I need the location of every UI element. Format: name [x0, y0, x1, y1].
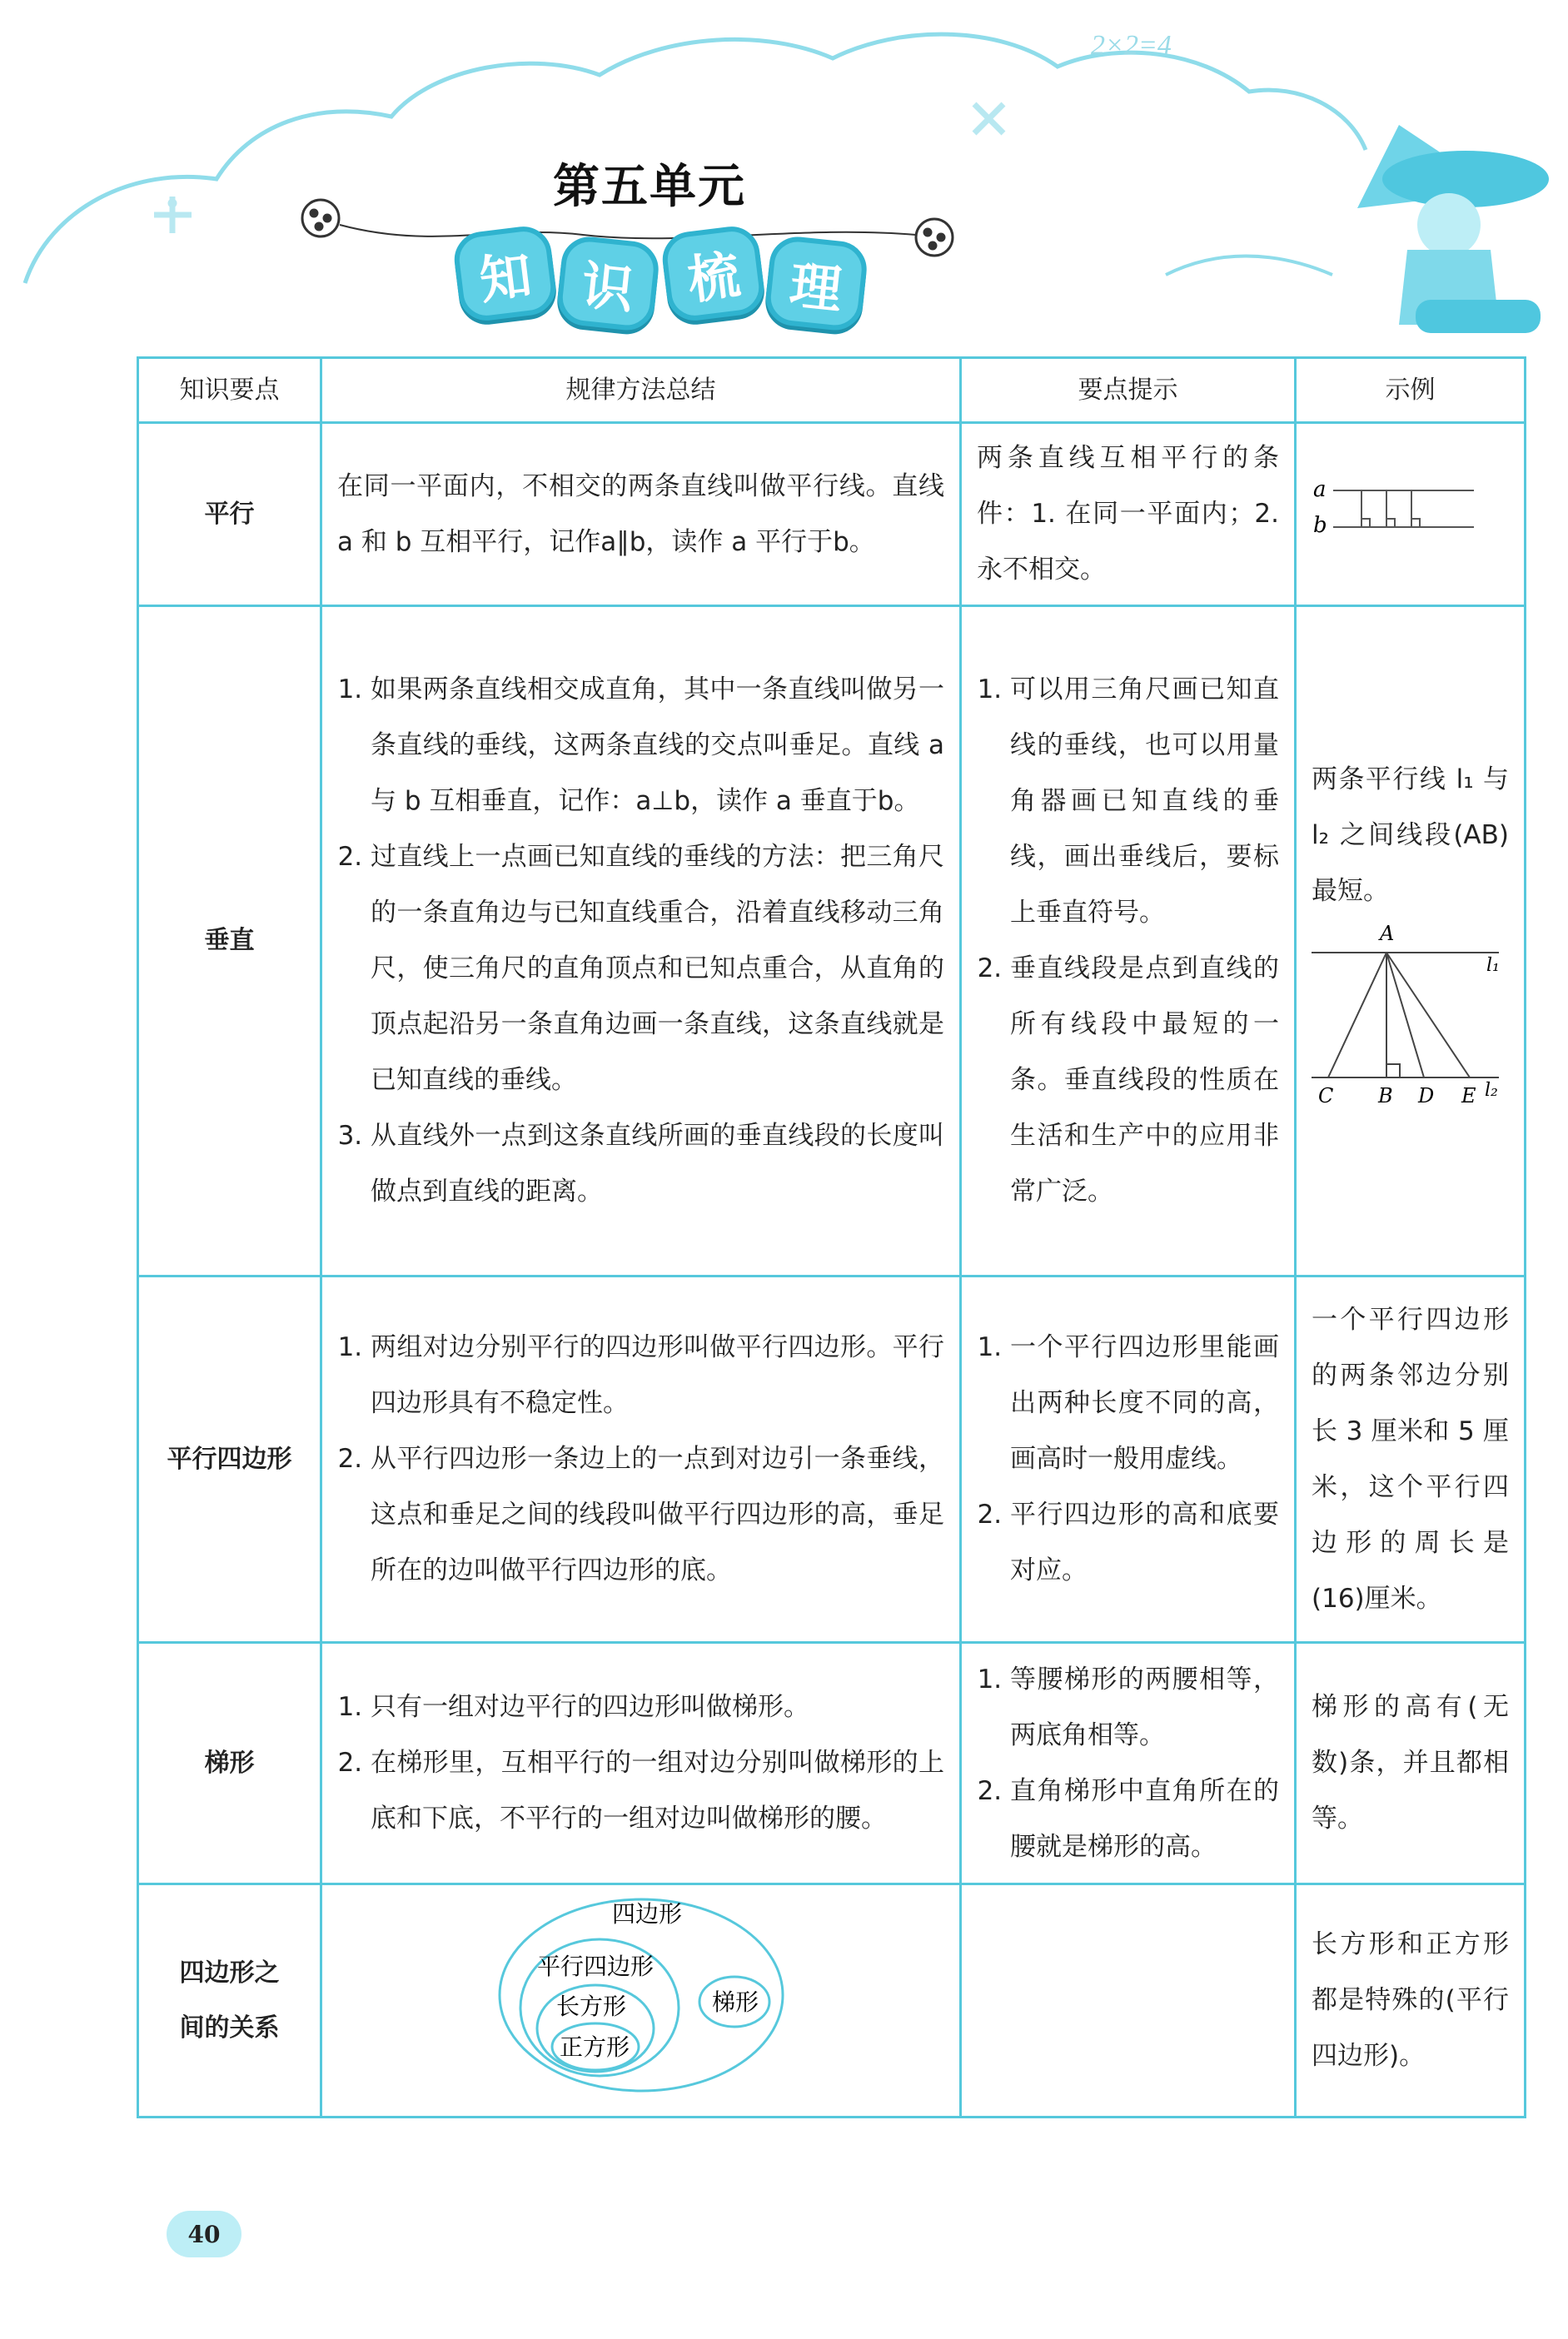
tip-quadrilateral-relation-empty	[961, 1884, 1296, 2118]
ladybug-right	[916, 219, 953, 256]
header-knowledge-point: 知识要点	[138, 358, 321, 423]
tip-parallelogram	[961, 1276, 1296, 1643]
page-number: 40	[167, 2211, 241, 2257]
label-a: a	[1313, 476, 1327, 502]
multiply-sign-doodle	[974, 104, 1003, 133]
tip-parallel: 两条直线互相平行的条件：1. 在同一平面内；2. 永不相交。	[961, 423, 1296, 606]
rule-perpendicular	[321, 606, 961, 1276]
parallel-lines-diagram	[1312, 467, 1478, 542]
list-item: 2. 从平行四边形一条边上的一点到对边引一条垂线，这点和垂足之间的线段叫做平行四边形的高，垂足所在的边叫做平行四边形的底。	[371, 1431, 944, 1599]
unit-title: 第五单元	[553, 159, 746, 214]
topic-quadrilateral-relation	[138, 1884, 321, 2118]
topic-parallel: 平行	[138, 423, 321, 606]
point-C-label: C	[1318, 1083, 1334, 1107]
topic-parallelogram: 平行四边形	[138, 1276, 321, 1643]
list-item: 2. 平行四边形的高和底要对应。	[1010, 1487, 1279, 1599]
topic-trapezoid: 梯形	[138, 1643, 321, 1884]
example-perpendicular	[1296, 606, 1526, 1276]
list-item: 1. 一个平行四边形里能画出两种长度不同的高，画高时一般用虚线。	[1010, 1320, 1279, 1487]
row-perpendicular	[138, 606, 1526, 1276]
rule-parallelogram	[321, 1276, 961, 1643]
row-trapezoid	[138, 1643, 1526, 1884]
venn-square-label: 正方形	[559, 2033, 630, 2061]
header-example: 示例	[1296, 358, 1526, 423]
witch-girl-illustration	[1357, 125, 1549, 333]
relation-venn-cell	[321, 1884, 961, 2118]
example-trapezoid: 梯形的高有(无数)条，并且都相等。	[1296, 1643, 1526, 1884]
venn-quadrilateral-label: 四边形	[611, 1899, 682, 1928]
line-l1-label: l₁	[1486, 954, 1500, 976]
point-D-label: D	[1418, 1083, 1435, 1107]
list-item: 2. 垂直线段是点到直线的所有线段中最短的一条。垂直线段的性质在生活和生产中的应用非常广泛。	[1010, 941, 1279, 1220]
example-text: 两条平行线 l₁ 与 l₂ 之间线段(AB)最短。	[1312, 764, 1509, 906]
tip-perpendicular	[961, 606, 1296, 1276]
topic-line: 四边形之	[179, 1958, 280, 1988]
topic-perpendicular: 垂直	[138, 606, 321, 1276]
shortest-segment-diagram	[1312, 919, 1511, 1111]
topic-line: 间的关系	[179, 2013, 280, 2043]
list-item: 1. 如果两条直线相交成直角，其中一条直线叫做另一条直线的垂线，这两条直线的交点叫垂足。直线 a 与 b 互相垂直，记作：a⊥b，读作 a 垂直于b。	[371, 662, 944, 829]
list-item: 2. 在梯形里，互相平行的一组对边分别叫做梯形的上底和下底，不平行的一组对边叫做梯形的腰。	[371, 1735, 944, 1847]
row-quadrilateral-relation	[138, 1884, 1526, 2118]
point-B-label: B	[1378, 1083, 1393, 1107]
point-E-label: E	[1461, 1083, 1476, 1107]
quadrilateral-venn-diagram	[491, 1887, 791, 2095]
knowledge-table	[137, 356, 1526, 2118]
list-item: 2. 直角梯形中直角所在的腰就是梯形的高。	[1010, 1764, 1279, 1875]
tip-trapezoid	[961, 1643, 1296, 1884]
venn-trapezoid-label: 梯形	[711, 1988, 759, 2016]
example-parallelogram: 一个平行四边形的两条邻边分别长 3 厘米和 5 厘米，这个平行四边形的周长是(16)厘米。	[1296, 1276, 1526, 1643]
list-item: 3. 从直线外一点到这条直线所画的垂直线段的长度叫做点到直线的距离。	[371, 1108, 944, 1220]
table-header-row	[138, 358, 1526, 423]
doodle-text: 2×2=4	[1091, 30, 1172, 61]
section-char-badge: 识	[555, 234, 661, 333]
list-item: 2. 过直线上一点画已知直线的垂线的方法：把三角尺的一条直角边与已知直线重合，沿着直线移动三角尺，使三角尺的直角顶点和已知点重合，从直角的顶点起沿另一条直角边画一条直线，这条直线就是已知直线的垂线。	[371, 829, 944, 1108]
section-char-badge: 梳	[660, 223, 767, 323]
rule-parallel: 在同一平面内，不相交的两条直线叫做平行线。直线 a 和 b 互相平行，记作a∥b，读作 a 平行于b。	[321, 423, 961, 606]
header-rule-summary: 规律方法总结	[321, 358, 961, 423]
rule-trapezoid	[321, 1643, 961, 1884]
venn-parallelogram-label: 平行四边形	[536, 1952, 654, 1980]
list-item: 1. 可以用三角尺画已知直线的垂线，也可以用量角器画已知直线的垂线，画出垂线后，要标上垂直符号。	[1010, 662, 1279, 941]
example-parallel	[1296, 423, 1526, 606]
label-b: b	[1313, 512, 1327, 538]
section-char-badge: 知	[451, 223, 559, 323]
section-title-badges	[456, 229, 866, 321]
point-A-label: A	[1380, 921, 1395, 945]
row-parallel	[138, 423, 1526, 606]
row-parallelogram	[138, 1276, 1526, 1643]
section-char-badge: 理	[763, 234, 869, 333]
line-l2-label: l₂	[1485, 1079, 1498, 1101]
list-item: 1. 两组对边分别平行的四边形叫做平行四边形。平行四边形具有不稳定性。	[371, 1320, 944, 1431]
header-key-tips: 要点提示	[961, 358, 1296, 423]
list-item: 1. 等腰梯形的两腰相等，两底角相等。	[1010, 1652, 1279, 1764]
venn-rectangle-label: 长方形	[555, 1992, 626, 2020]
example-quadrilateral-relation: 长方形和正方形都是特殊的(平行四边形)。	[1296, 1884, 1526, 2118]
list-item: 1. 只有一组对边平行的四边形叫做梯形。	[371, 1680, 944, 1735]
